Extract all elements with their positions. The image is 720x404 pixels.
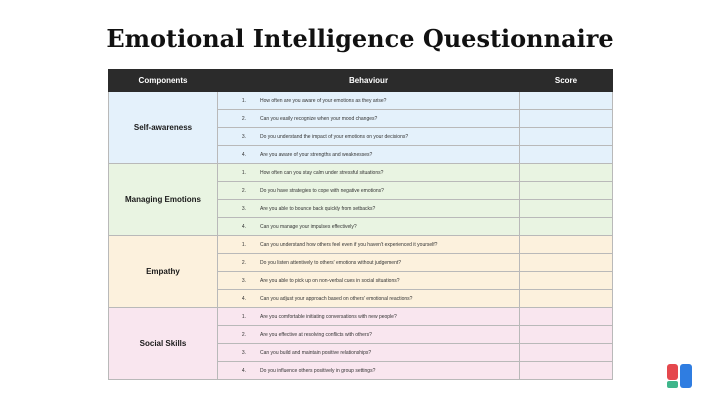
behaviour-cell [218, 200, 520, 218]
logo-shape-green [667, 381, 678, 388]
item-number: 4. [241, 151, 247, 158]
behaviour-cell [218, 308, 520, 326]
score-cell[interactable] [520, 128, 613, 146]
brand-logo-icon [666, 362, 694, 390]
behaviour-cell [218, 92, 520, 110]
component-cell: Empathy [109, 236, 218, 308]
component-cell: Social Skills [109, 308, 218, 380]
page-title: Emotional Intelligence Questionnaire [106, 24, 614, 53]
questionnaire-body [109, 92, 613, 380]
score-cell[interactable] [520, 200, 613, 218]
item-number: 2. [241, 331, 247, 338]
header-score: Score [520, 70, 613, 92]
score-cell[interactable] [520, 326, 613, 344]
behaviour-text: Do you have strategies to cope with negative emotions? [260, 187, 384, 194]
item-number: 2. [241, 115, 247, 122]
item-number: 3. [241, 205, 247, 212]
score-cell[interactable] [520, 218, 613, 236]
item-number: 1. [241, 169, 247, 176]
item-number: 2. [241, 259, 247, 266]
behaviour-cell [218, 128, 520, 146]
logo-shape-red [667, 364, 678, 380]
behaviour-text: Are you able to bounce back quickly from setbacks? [260, 205, 376, 212]
score-cell[interactable] [520, 344, 613, 362]
behaviour-text: Are you aware of your strengths and weaknesses? [260, 151, 373, 158]
item-number: 1. [241, 97, 247, 104]
behaviour-text: Can you understand how others feel even if you haven't experienced it yourself? [260, 241, 438, 248]
behaviour-cell [218, 326, 520, 344]
behaviour-text: Can you build and maintain positive relationships? [260, 349, 372, 356]
behaviour-cell [218, 290, 520, 308]
table-row [109, 164, 613, 182]
score-cell[interactable] [520, 236, 613, 254]
component-cell: Managing Emotions [109, 164, 218, 236]
score-cell[interactable] [520, 362, 613, 380]
item-number: 3. [241, 277, 247, 284]
behaviour-cell [218, 164, 520, 182]
item-number: 3. [241, 133, 247, 140]
header-row [109, 70, 613, 92]
behaviour-text: Do you understand the impact of your emotions on your decisions? [260, 133, 409, 140]
behaviour-cell [218, 236, 520, 254]
behaviour-text: How often are you aware of your emotions as they arise? [260, 97, 387, 104]
behaviour-cell [218, 254, 520, 272]
item-number: 1. [241, 241, 247, 248]
item-number: 4. [241, 295, 247, 302]
table-row [109, 236, 613, 254]
behaviour-cell [218, 344, 520, 362]
item-number: 2. [241, 187, 247, 194]
component-cell: Self-awareness [109, 92, 218, 164]
score-cell[interactable] [520, 146, 613, 164]
score-cell[interactable] [520, 92, 613, 110]
score-cell[interactable] [520, 254, 613, 272]
behaviour-text: Are you effective at resolving conflicts with others? [260, 331, 372, 338]
behaviour-cell [218, 218, 520, 236]
behaviour-text: Are you able to pick up on non-verbal cues in social situations? [260, 277, 400, 284]
behaviour-text: Can you adjust your approach based on others' emotional reactions? [260, 295, 413, 302]
table-row [109, 308, 613, 326]
behaviour-cell [218, 272, 520, 290]
behaviour-text: Do you listen attentively to others' emotions without judgement? [260, 259, 402, 266]
logo-shape-blue [680, 364, 692, 388]
behaviour-text: Can you easily recognize when your mood changes? [260, 115, 378, 122]
score-cell[interactable] [520, 164, 613, 182]
score-cell[interactable] [520, 110, 613, 128]
score-cell[interactable] [520, 308, 613, 326]
behaviour-text: Can you manage your impulses effectively? [260, 223, 357, 230]
behaviour-text: How often can you stay calm under stressful situations? [260, 169, 384, 176]
header-components: Components [109, 70, 218, 92]
behaviour-cell [218, 362, 520, 380]
behaviour-cell [218, 110, 520, 128]
item-number: 3. [241, 349, 247, 356]
score-cell[interactable] [520, 272, 613, 290]
behaviour-text: Are you comfortable initiating conversations with new people? [260, 313, 397, 320]
questionnaire-table [108, 69, 613, 380]
behaviour-cell [218, 146, 520, 164]
header-behaviour: Behaviour [218, 70, 520, 92]
behaviour-text: Do you influence others positively in group settings? [260, 367, 376, 374]
score-cell[interactable] [520, 182, 613, 200]
score-cell[interactable] [520, 290, 613, 308]
table-row [109, 92, 613, 110]
item-number: 4. [241, 223, 247, 230]
behaviour-cell [218, 182, 520, 200]
item-number: 4. [241, 367, 247, 374]
item-number: 1. [241, 313, 247, 320]
